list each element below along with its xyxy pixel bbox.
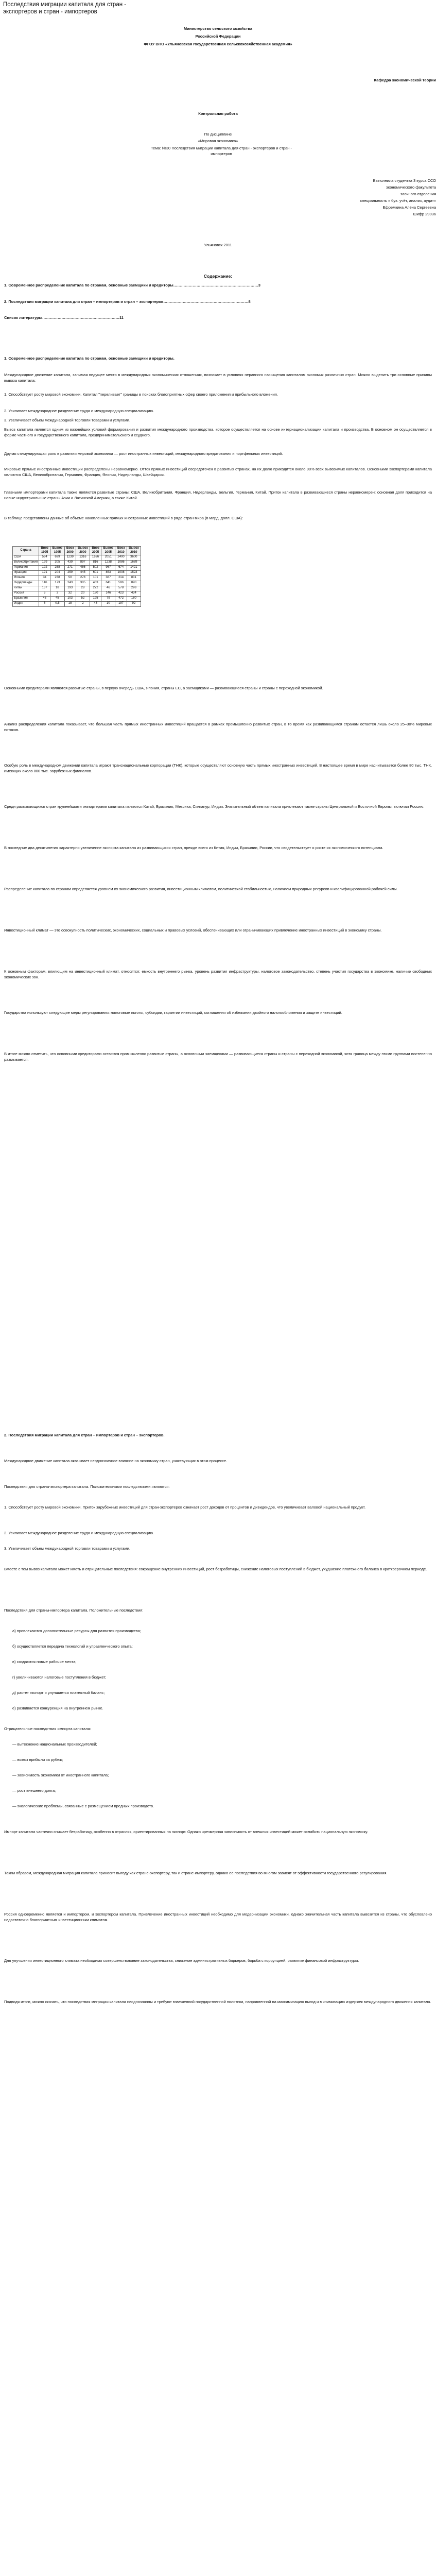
paragraph: Особую роль в международном движении капитала играют транснациональные корпорации (ТНК), которые осуществляют основную часть прямых иностранных инвестиций. В настоящее время в мире насчитывается более 80 тыс. ТНК, имеющих около 800 тыс. зарубежных филиалов. [4, 763, 432, 774]
list-item: д) растет экспорт и улучшается платежный баланс; [12, 1690, 105, 1695]
table-cell: Великобритания [13, 560, 39, 565]
table-cell: 243 [64, 581, 76, 586]
table-row [13, 555, 141, 560]
table-cell: 831 [127, 575, 141, 581]
section-2-heading: 2. Последствия миграции капитала для стран – импортеров и стран – экспортеров. [4, 1433, 165, 1437]
table-cell: 1239 [64, 555, 76, 560]
table-cell: 816 [90, 560, 101, 565]
paragraph: Другая стимулирующая роль в развитии мировой экономики — рост иностранных инвестиций, международного кредитования и портфельных инвестиций. [4, 451, 283, 456]
table-cell: 214 [115, 575, 127, 581]
paragraph: В последние два десятилетия характерно увеличение экспорта капитала из развивающихся стран, прежде всего из Китая, Индии, Бразилии, России, что свидетельствует о росте их экономического потенциала. [4, 845, 383, 850]
table-cell: 92 [127, 601, 141, 606]
table-cell: 641 [101, 581, 115, 586]
table-cell: 674 [115, 565, 127, 570]
table-cell: Япония [13, 575, 39, 581]
table-cell: 20 [76, 591, 90, 596]
paragraph: Импорт капитала частично снижает безработицу, особенно в отраслях, ориентированных на экспорт. Однако чрезмерная зависимость от внешних инвестиций может ослабить национальную экономику. [4, 1829, 368, 1834]
ministry: Министерство сельского хозяйства [183, 26, 253, 31]
table-header-row [13, 547, 141, 555]
university: ФГОУ ВПО «Ульяновская государственная сельскохозяйственная академия» [144, 42, 292, 46]
paragraph: Мировые прямые иностранные инвестиции распределены неравномерно. Отток прямых инвестиций сосредоточен в развитых странах, на их долю приходится около 90% всех вывозимых капиталов. Основными экспортерами капитала являются США, Великобритания, Германия, Франция, Япония, Нидерланды, Швейцария. [4, 467, 432, 478]
table-cell: 1316 [76, 555, 90, 560]
table-cell: 50 [64, 575, 76, 581]
toc-item-1[interactable]: 1. Современное распределение капитала по странам, основные заемщики и кредиторы…………………………………………………………3 [4, 283, 260, 287]
table-cell: 1523 [127, 570, 141, 575]
student-line-5: Ефремкина Алёна Сергеевна [382, 205, 436, 210]
table-cell: 268 [50, 565, 64, 570]
table-cell: 3 [50, 591, 64, 596]
table-cell: 197 [115, 601, 127, 606]
table-cell: 101 [90, 575, 101, 581]
list-item: в) создаются новые рабочие места; [12, 1659, 77, 1664]
table-cell: 204 [50, 570, 64, 575]
table-cell: 578 [115, 586, 127, 591]
table-cell: 486 [76, 565, 90, 570]
table-cell: 79 [101, 596, 115, 601]
table-cell: 601 [90, 570, 101, 575]
paragraph: Международное движение капитала оказывает неоднозначное влияние на экономику стран, участвующих в этом процессе. [4, 1459, 228, 1463]
paragraph: Международное движение капитала, занимая ведущее место в международных экономических отношениях, возникает в условиях неравного насыщения капиталом экономик различных стран. Можно выделить три основные причины вывоза капитала: [4, 372, 432, 383]
paragraph: 2. Усиливает международное разделение труда и международную специализацию. [4, 1531, 154, 1535]
list-item: — вытеснение национальных производителей; [12, 1742, 97, 1747]
table-cell: 43 [39, 596, 50, 601]
department: Кафедра экономической теории [374, 78, 436, 82]
table-cell: 298 [127, 586, 141, 591]
list-item: — вывоз прибыли за рубеж; [12, 1757, 63, 1762]
table-cell: 0,5 [50, 601, 64, 606]
topic: Тема: №30 Последствия миграции капитала для стран - экспортеров и стран - импортеров [151, 146, 292, 157]
investment-table [12, 546, 141, 607]
student-line-4: специальность « бух. учёт, анализ, аудит» [360, 198, 436, 203]
table-cell: 1238 [101, 560, 115, 565]
table-cell: 3600 [127, 555, 141, 560]
paragraph: Россия одновременно является и импортером, и экспортером капитала. Привлечение иностранных инвестиций необходимо для модернизации экономики, однако значительная часть капитала вывозится из страны, что обусловлено недостаточно благоприятным инвестиционным климатом. [4, 1912, 432, 1923]
table-cell: Индия [13, 601, 39, 606]
table-cell: 32 [64, 591, 76, 596]
column-header: Ввоз 2005 [90, 547, 101, 555]
table-cell: 193 [64, 586, 76, 591]
table-cell: 897 [76, 560, 90, 565]
table-cell: 596 [115, 581, 127, 586]
paragraph: 1. Способствует росту мировой экономики. Капитал "переливает" границы в поисках благоприятных сфер своего приложения и прибыльного вложения. [4, 392, 278, 397]
paragraph: Для улучшения инвестиционного климата необходимо совершенствование законодательства, снижение административных барьеров, борьба с коррупцией, развитие финансовой инфраструктуры. [4, 1958, 359, 1963]
table-cell: 967 [101, 565, 115, 570]
table-cell: 472 [115, 596, 127, 601]
table-cell: 423 [115, 591, 127, 596]
table-cell: 278 [76, 575, 90, 581]
table-row [13, 581, 141, 586]
list-item: — экологические проблемы, связанные с размещением вредных производств. [12, 1804, 154, 1808]
table-cell: 387 [101, 575, 115, 581]
table-cell: 45 [50, 596, 64, 601]
paragraph: Анализ распределения капитала показывает, что большая часть прямых иностранных инвестиций вращается в рамках промышленно развитых стран, в то время как развивающимся странам остается лишь около 25–30% мировых потоков. [4, 722, 432, 733]
column-header: Вывоз 1995 [50, 547, 64, 555]
table-cell: 199 [39, 560, 50, 565]
list-item: — рост внешнего долга; [12, 1788, 56, 1793]
table-cell: 305 [50, 560, 64, 565]
paragraph: Основными кредиторами являются развитые страны, в первую очередь США, Япония, страны ЕС, а заемщиками — развивающиеся страны и страны с переходной экономикой. [4, 686, 323, 690]
table-cell: 195 [90, 596, 101, 601]
table-cell: 180 [127, 596, 141, 601]
table-cell: 890 [127, 581, 141, 586]
page-title: Последствия миграции капитала для стран - экспортеров и стран - импортеров [3, 2, 127, 15]
table-row [13, 565, 141, 570]
paragraph: Вывоз капитала является одним из важнейших условий формирования и развития международного производства, которое осуществляется на основе интернационализации капитала и производства. В основном он осуществляется в форме частного и государственного капитала, предпринимательского и ссудного. [4, 427, 432, 438]
paragraph: 3. Увеличивает объем международной торговли товарами и услугами. [4, 1546, 131, 1551]
list-item: г) увеличиваются налоговые поступления в бюджет; [12, 1675, 107, 1680]
table-cell: 853 [101, 570, 115, 575]
paragraph: Государства используют следующие меры регулирования: налоговые льготы, субсидии, гарантии инвестиций, соглашения об избежании двойного налогообложения и защите инвестиций. [4, 1010, 342, 1015]
table-cell: 1626 [90, 555, 101, 560]
column-header: Ввоз 2000 [64, 547, 76, 555]
list-item: а) привлекаются дополнительные ресурсы для развития производства; [12, 1629, 141, 1633]
country: Российской Федерации [195, 34, 241, 39]
discipline: «Мировая экономика» [198, 139, 238, 143]
column-header: Ввоз 2010 [115, 547, 127, 555]
column-header: Ввоз 1995 [39, 547, 50, 555]
toc-heading: Содержание: [203, 274, 233, 279]
table-cell: 116 [39, 581, 50, 586]
table-cell: 137 [39, 586, 50, 591]
table-cell: 502 [90, 565, 101, 570]
table-cell: США [13, 555, 39, 560]
paragraph: К основным факторам, влияющим на инвестиционный климат, относятся: емкость внутреннего рынка, уровень развития инфраструктуры, налоговое законодательство, степень участия государства в экономике, наличие свободных экономических зон. [4, 969, 432, 980]
paragraph: 3. Увеличивает объем международной торговли товарами и услугами. [4, 418, 131, 422]
paragraph: Подводя итоги, можно сказать, что последствия миграции капитала неоднозначны и требуют взвешенной государственной политики, направленной на максимизацию выгод и минимизацию издержек международного движения капитала. [4, 1999, 431, 2004]
table-row [13, 596, 141, 601]
table-cell: Франция [13, 570, 39, 575]
table-cell: Нидерланды [13, 581, 39, 586]
student-line-6: Шифр 29036 [413, 212, 436, 216]
city-year: Ульяновск 2011 [204, 243, 232, 247]
table-cell: 34 [39, 575, 50, 581]
table-cell: 1689 [127, 560, 141, 565]
table-cell: Бразилия [13, 596, 39, 601]
table-cell: 259 [64, 570, 76, 575]
table-cell: 439 [64, 560, 76, 565]
table-cell: 271 [64, 565, 76, 570]
table-cell: 272 [90, 586, 101, 591]
table-row [13, 601, 141, 606]
paragraph: Инвестиционный климат — это совокупность политических, экономических, социальных и правовых условий, обеспечивающих или ограничивающих привлечение иностранных инвестиций в экономику страны. [4, 928, 382, 933]
table-cell: 180 [90, 591, 101, 596]
table-cell: 10 [101, 601, 115, 606]
list-item: — зависимость экономики от иностранного капитала; [12, 1773, 109, 1777]
table-cell: 238 [50, 575, 64, 581]
paragraph: 1. Способствует росту мировой экономики. Приток зарубежных инвестиций для стран-экспортеров означает рост доходов от процентов и дивидендов, что увеличивает валовой национальный продукт. [4, 1505, 366, 1510]
table-cell: 6 [39, 601, 50, 606]
table-row [13, 575, 141, 581]
table-cell: 2 [76, 601, 90, 606]
table-cell: 43 [90, 601, 101, 606]
table-cell: 2400 [115, 555, 127, 560]
table-cell: 52 [76, 596, 90, 601]
paragraph: Последствия для страны-экспортера капитала. Положительными последствиями являются: [4, 1484, 170, 1489]
column-header: Страна [13, 547, 39, 555]
table-cell: 28 [76, 586, 90, 591]
table-cell: 146 [101, 591, 115, 596]
table-cell: 463 [90, 581, 101, 586]
table-cell: 192 [39, 565, 50, 570]
section-1-heading: 1. Современное распределение капитала по странам, основные заемщики и кредиторы. [4, 356, 175, 361]
student-line-3: заочного отделения [400, 192, 436, 196]
paragraph: Последствия для страны-импортера капитала. Положительные последствия: [4, 1608, 144, 1613]
column-header: Вывоз 2010 [127, 547, 141, 555]
discipline-label: По дисциплине [204, 132, 232, 137]
column-header: Вывоз 2005 [101, 547, 115, 555]
table-row [13, 586, 141, 591]
table-row [13, 591, 141, 596]
paragraph: В таблице представлены данные об объеме накопленных прямых иностранных инвестиций в ряде стран мира (в млрд. долл. США): [4, 516, 243, 520]
table-cell: 564 [39, 555, 50, 560]
student-line-1: Выполнила студентка 3 курса ССО [373, 178, 436, 183]
paragraph: Среди развивающихся стран крупнейшими импортерами капитала являются Китай, Бразилия, Мексика, Сингапур, Индия. Значительный объем капитала привлекают также страны Центральной и Восточной Европы, включая Россию. [4, 804, 425, 809]
table-cell: 46 [101, 586, 115, 591]
table-cell: 2051 [101, 555, 115, 560]
student-line-2: экономического факультета [386, 185, 436, 190]
list-item: е) развивается конкуренция на внутреннем рынке. [12, 1706, 103, 1710]
paragraph: Вместе с тем вывоз капитала может иметь и отрицательные последствия: сокращение внутренних инвестиций, рост безработицы, снижение налоговых поступлений в бюджет, ухудшение платежного баланса в краткосрочном периоде. [4, 1567, 427, 1571]
paragraph: Отрицательные последствия импорта капитала: [4, 1726, 91, 1731]
table-cell: 1086 [115, 560, 127, 565]
table-cell: 699 [50, 555, 64, 560]
table-row [13, 570, 141, 575]
table-row [13, 560, 141, 565]
table-cell: Германия [13, 565, 39, 570]
table-cell: 191 [39, 570, 50, 575]
table-cell: 445 [76, 570, 90, 575]
paragraph: Главными импортерами капитала также являются развитые страны: США, Великобритания, Франция, Нидерланды, Бельгия, Германия, Китай. Приток капитала в развивающиеся страны неравномерен: основная доля приходится на новые индустриальные страны Азии и Латинской Америки, а также Китай. [4, 490, 432, 501]
table-cell: 1421 [127, 565, 141, 570]
table-cell: 103 [64, 596, 76, 601]
table-cell: 305 [76, 581, 90, 586]
toc-item-3[interactable]: Список литературы……………………………………………………11 [4, 315, 124, 320]
table-cell: 1008 [115, 570, 127, 575]
table-cell: Россия [13, 591, 39, 596]
paragraph: Таким образом, международная миграция капитала приносит выгоду как стране-экспортеру, так и стране-импортеру, однако ее последствия во многом зависят от эффективности государственного регулирования. [4, 1871, 388, 1875]
table-cell: 18 [64, 601, 76, 606]
table-cell: 434 [127, 591, 141, 596]
column-header: Вывоз 2000 [76, 547, 90, 555]
paragraph: 2. Усиливает международное разделение труда и международную специализацию. [4, 409, 154, 413]
paragraph: В итоге можно отметить, что основными кредиторами остаются промышленно развитые страны, а основными заемщиками — развивающиеся страны и страны с переходной экономикой, хотя граница между этими группами постепенно размывается. [4, 1052, 432, 1062]
table-cell: Китай [13, 586, 39, 591]
toc-item-2[interactable]: 2. Последствия миграции капитала для стран – импортеров и стран – экспортеров…………………………………………………………8 [4, 299, 251, 304]
work-type: Контрольная работа [198, 111, 238, 116]
paragraph: Распределение капитала по странам определяется уровнем их экономического развития, инвестиционным климатом, политической стабильностью, наличием природных ресурсов и квалифицированной рабочей силы. [4, 887, 398, 891]
table-cell: 173 [50, 581, 64, 586]
list-item: б) осуществляется передача технологий и управленческого опыта; [12, 1644, 133, 1649]
table-cell: 5 [39, 591, 50, 596]
table-cell: 18 [50, 586, 64, 591]
